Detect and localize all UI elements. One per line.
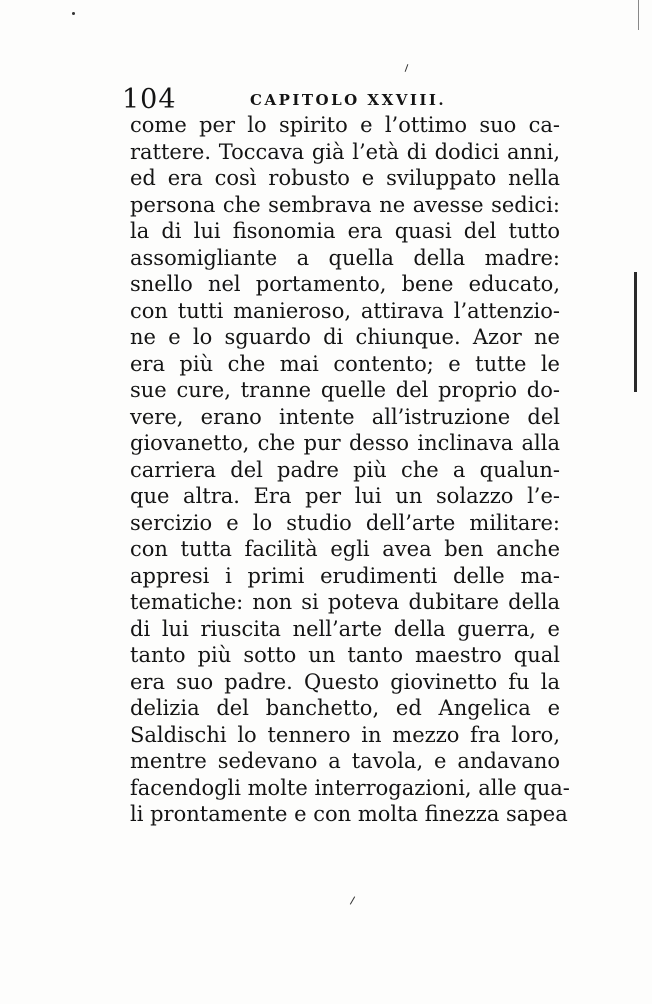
text-line: tanto più sotto un tanto maestro qual	[130, 643, 560, 667]
text-line: tematiche: non si poteva dubitare della	[130, 590, 560, 614]
text-line: ne e lo sguardo di chiunque. Azor ne	[130, 325, 560, 349]
scan-speck	[350, 896, 355, 904]
text-line: appresi i primi erudimenti delle ma-	[130, 563, 560, 588]
text-line: con tutta facilità egli avea ben anche	[130, 537, 560, 561]
page-number: 104	[122, 84, 177, 115]
body-text	[130, 112, 570, 828]
text-line: assomigliante a quella della madre:	[130, 245, 560, 270]
text-line: Saldischi lo tennero in mezzo fra loro,	[130, 722, 560, 747]
running-title: CAPITOLO XXVIII.	[250, 91, 447, 109]
text-line: persona che sembrava ne avesse sedici:	[130, 192, 560, 217]
text-line: rattere. Toccava già l’età di dodici anni,	[130, 139, 560, 164]
text-line: giovanetto, che pur desso inclinava alla	[130, 431, 560, 455]
text-line: facendogli molte interrogazioni, alle qua-	[130, 775, 570, 800]
text-line: sue cure, tranne quelle del proprio do-	[130, 378, 560, 402]
text-line: li prontamente e con molta finezza sapea	[130, 802, 568, 826]
text-line: mentre sedevano a tavola, e andavano	[130, 749, 560, 773]
scan-speck	[405, 64, 409, 72]
text-line: delizia del banchetto, ed Angelica e	[130, 696, 560, 720]
text-line: ed era così robusto e sviluppato nella	[130, 166, 560, 190]
scan-speck	[638, 0, 639, 30]
text-line: era più che mai contento; e tutte le	[130, 351, 560, 376]
text-line: vere, erano intente all’istruzione del	[130, 404, 560, 429]
text-line: snello nel portamento, bene educato,	[130, 272, 560, 296]
text-line: era suo padre. Questo giovinetto fu la	[130, 669, 560, 694]
text-line: di lui riuscita nell’arte della guerra, e	[130, 616, 560, 641]
text-line: carriera del padre più che a qualun-	[130, 457, 560, 482]
text-line: con tutti manieroso, attirava l’attenzio-	[130, 298, 560, 323]
text-line: sercizio e lo studio dell’arte militare:	[130, 510, 560, 535]
text-line: que altra. Era per lui un solazzo l’e-	[130, 484, 560, 508]
text-line: come per lo spirito e l’ottimo suo ca-	[130, 113, 560, 137]
text-line: la di lui fisonomia era quasi del tutto	[130, 219, 560, 243]
page-edge-shadow	[634, 272, 637, 392]
scan-speck	[72, 12, 75, 15]
